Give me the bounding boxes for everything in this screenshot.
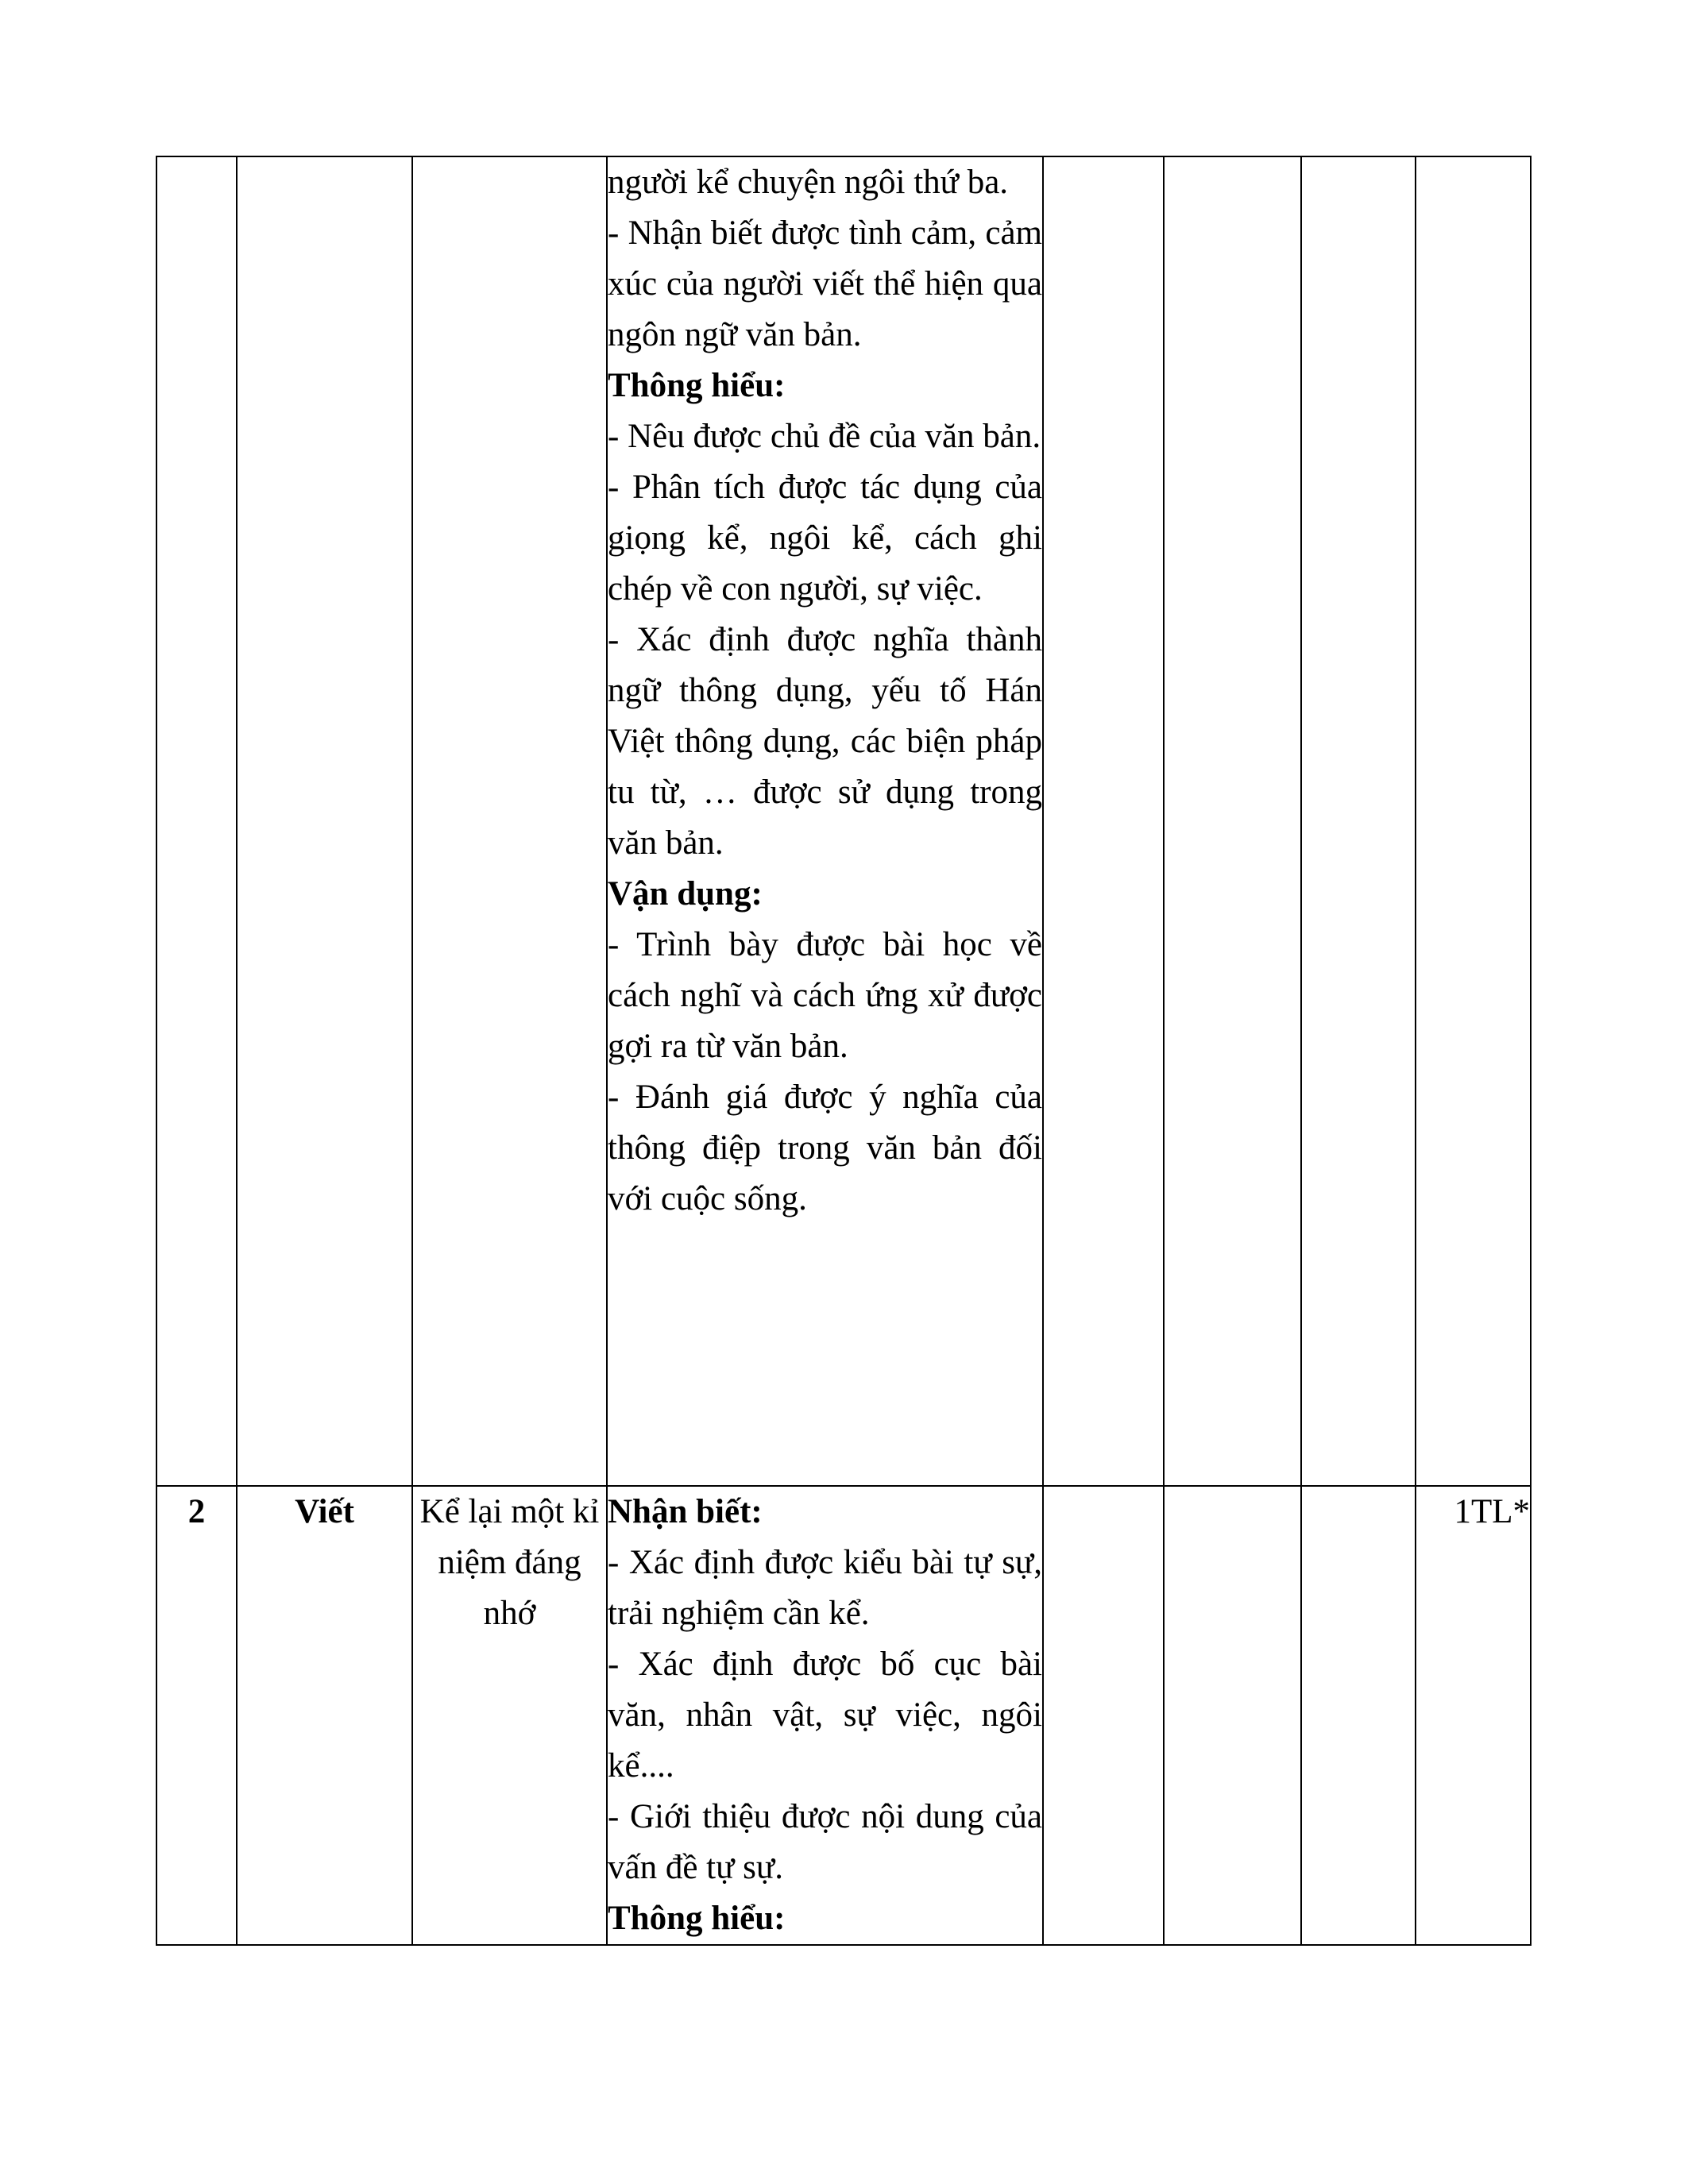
level-heading: Thông hiểu:	[608, 367, 786, 404]
level-heading: Vận dụng:	[608, 875, 763, 913]
level-cell-high-apply	[1416, 156, 1531, 1486]
level-cell-apply	[1301, 1486, 1416, 1945]
description-line: - Giới thiệu được nội dung của vấn đề tự sự.	[608, 1798, 1042, 1886]
description-line: - Trình bày được bài học về cách nghĩ và cách ứng xử được gợi ra từ văn bản.	[608, 926, 1042, 1065]
topic-cell: Kể lại một kỉ niệm đáng nhớ	[412, 1486, 607, 1945]
number-cell: 2	[156, 1486, 237, 1945]
description-line: - Nêu được chủ đề của văn bản.	[608, 418, 1041, 455]
description-line: người kể chuyện ngôi thứ ba.	[608, 164, 1009, 201]
description-line: - Xác định được bố cục bài văn, nhân vật, sự việc, ngôi kể....	[608, 1646, 1042, 1785]
number-cell	[156, 156, 237, 1486]
level-cell-understand	[1164, 1486, 1301, 1945]
description-line: - Phân tích được tác dụng của giọng kể, ngôi kể, cách ghi chép về con người, sự việc.	[608, 469, 1042, 608]
table-row	[156, 156, 1531, 1486]
specification-table	[156, 156, 1532, 1946]
description-line: - Xác định được nghĩa thành ngữ thông dụng, yếu tố Hán Việt thông dụng, các biện pháp tu từ, … được sử dụng trong văn bản.	[608, 621, 1042, 862]
skill-cell: Viết	[237, 1486, 412, 1945]
level-cell-high-apply: 1TL*	[1416, 1486, 1531, 1945]
description-line: - Nhận biết được tình cảm, cảm xúc của người viết thể hiện qua ngôn ngữ văn bản.	[608, 214, 1042, 353]
level-heading: Nhận biết:	[608, 1493, 763, 1530]
level-cell-apply	[1301, 156, 1416, 1486]
topic-cell	[412, 156, 607, 1486]
description-cell	[607, 1486, 1043, 1945]
level-cell-recognize	[1043, 156, 1164, 1486]
description-line: - Đánh giá được ý nghĩa của thông điệp trong văn bản đối với cuộc sống.	[608, 1078, 1042, 1217]
description-cell	[607, 156, 1043, 1486]
description-line: - Xác định được kiểu bài tự sự, trải nghiệm cần kể.	[608, 1544, 1042, 1632]
table-row	[156, 1486, 1531, 1945]
level-cell-recognize	[1043, 1486, 1164, 1945]
description-list	[608, 157, 1042, 1225]
level-cell-understand	[1164, 156, 1301, 1486]
skill-cell	[237, 156, 412, 1486]
description-list	[608, 1487, 1042, 1944]
level-heading: Thông hiểu:	[608, 1900, 786, 1937]
